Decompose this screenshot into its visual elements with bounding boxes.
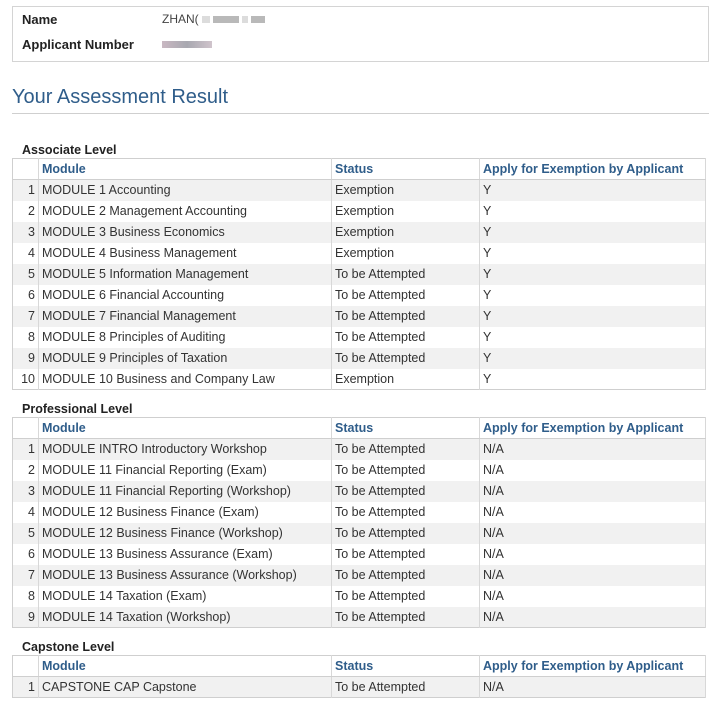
redacted-name-part xyxy=(242,16,248,23)
table-row xyxy=(13,264,706,285)
status-cell: Exemption xyxy=(332,180,480,201)
module-cell: MODULE 13 Business Assurance (Workshop) xyxy=(39,565,332,586)
page-title: Your Assessment Result xyxy=(12,86,229,108)
row-index: 4 xyxy=(13,243,39,264)
module-cell: MODULE 7 Financial Management xyxy=(39,306,332,327)
results-table-associate-level xyxy=(12,158,706,390)
status-cell: To be Attempted xyxy=(332,348,480,369)
table-row xyxy=(13,222,706,243)
status-cell: To be Attempted xyxy=(332,460,480,481)
apply-exemption-cell: Y xyxy=(480,243,706,264)
table-row xyxy=(13,544,706,565)
table-row xyxy=(13,677,706,698)
section-title: Capstone Level xyxy=(22,640,115,654)
status-cell: To be Attempted xyxy=(332,439,480,460)
row-index: 9 xyxy=(13,348,39,369)
status-cell: To be Attempted xyxy=(332,306,480,327)
header-index xyxy=(13,159,39,180)
header-module: Module xyxy=(39,656,332,677)
row-index: 8 xyxy=(13,586,39,607)
section-title: Associate Level xyxy=(22,143,117,157)
header-module: Module xyxy=(39,159,332,180)
redacted-name-part xyxy=(213,16,239,23)
row-index: 1 xyxy=(13,677,39,698)
applicant-number-label: Applicant Number xyxy=(22,36,134,52)
header-index xyxy=(13,656,39,677)
row-index: 5 xyxy=(13,523,39,544)
apply-exemption-cell: Y xyxy=(480,285,706,306)
status-cell: To be Attempted xyxy=(332,607,480,628)
row-index: 3 xyxy=(13,222,39,243)
table-row xyxy=(13,523,706,544)
name-label: Name xyxy=(22,11,58,27)
module-cell: MODULE 14 Taxation (Workshop) xyxy=(39,607,332,628)
table-row xyxy=(13,327,706,348)
row-index: 9 xyxy=(13,607,39,628)
table-row xyxy=(13,565,706,586)
apply-exemption-cell: Y xyxy=(480,180,706,201)
section-title: Professional Level xyxy=(22,402,133,416)
module-cell: MODULE 9 Principles of Taxation xyxy=(39,348,332,369)
applicant-number-row xyxy=(22,35,212,53)
module-cell: MODULE 5 Information Management xyxy=(39,264,332,285)
header-status: Status xyxy=(332,159,480,180)
results-table-capstone-level xyxy=(12,655,706,698)
row-index: 2 xyxy=(13,460,39,481)
table-row xyxy=(13,348,706,369)
module-cell: MODULE 13 Business Assurance (Exam) xyxy=(39,544,332,565)
module-cell: MODULE INTRO Introductory Workshop xyxy=(39,439,332,460)
module-cell: MODULE 8 Principles of Auditing xyxy=(39,327,332,348)
apply-exemption-cell: N/A xyxy=(480,607,706,628)
apply-exemption-cell: N/A xyxy=(480,523,706,544)
header-apply-exemption: Apply for Exemption by Applicant xyxy=(480,159,706,180)
apply-exemption-cell: N/A xyxy=(480,439,706,460)
redacted-name-part xyxy=(202,16,210,23)
table-row xyxy=(13,607,706,628)
row-index: 3 xyxy=(13,481,39,502)
header-module: Module xyxy=(39,418,332,439)
module-cell: MODULE 14 Taxation (Exam) xyxy=(39,586,332,607)
row-index: 7 xyxy=(13,306,39,327)
status-cell: To be Attempted xyxy=(332,264,480,285)
name-value-text: ZHAN( xyxy=(162,12,199,26)
row-index: 8 xyxy=(13,327,39,348)
table-row xyxy=(13,201,706,222)
name-value xyxy=(162,12,265,26)
module-cell: CAPSTONE CAP Capstone xyxy=(39,677,332,698)
header-status: Status xyxy=(332,656,480,677)
table-row xyxy=(13,180,706,201)
status-cell: To be Attempted xyxy=(332,481,480,502)
section-capstone-level xyxy=(12,639,705,698)
status-cell: To be Attempted xyxy=(332,586,480,607)
applicant-info-box xyxy=(12,6,709,62)
status-cell: To be Attempted xyxy=(332,677,480,698)
apply-exemption-cell: N/A xyxy=(480,586,706,607)
table-row xyxy=(13,369,706,390)
table-row xyxy=(13,243,706,264)
apply-exemption-cell: Y xyxy=(480,222,706,243)
section-professional-level xyxy=(12,401,705,628)
row-index: 4 xyxy=(13,502,39,523)
status-cell: Exemption xyxy=(332,369,480,390)
header-index xyxy=(13,418,39,439)
row-index: 6 xyxy=(13,544,39,565)
module-cell: MODULE 12 Business Finance (Exam) xyxy=(39,502,332,523)
module-cell: MODULE 3 Business Economics xyxy=(39,222,332,243)
header-apply-exemption: Apply for Exemption by Applicant xyxy=(480,656,706,677)
apply-exemption-cell: N/A xyxy=(480,481,706,502)
apply-exemption-cell: N/A xyxy=(480,677,706,698)
redacted-applicant-number xyxy=(162,41,212,48)
row-index: 6 xyxy=(13,285,39,306)
status-cell: To be Attempted xyxy=(332,502,480,523)
status-cell: To be Attempted xyxy=(332,327,480,348)
table-row xyxy=(13,460,706,481)
status-cell: Exemption xyxy=(332,243,480,264)
module-cell: MODULE 2 Management Accounting xyxy=(39,201,332,222)
status-cell: Exemption xyxy=(332,222,480,243)
table-row xyxy=(13,586,706,607)
module-cell: MODULE 12 Business Finance (Workshop) xyxy=(39,523,332,544)
table-header-row xyxy=(13,656,706,677)
module-cell: MODULE 11 Financial Reporting (Workshop) xyxy=(39,481,332,502)
row-index: 2 xyxy=(13,201,39,222)
module-cell: MODULE 10 Business and Company Law xyxy=(39,369,332,390)
apply-exemption-cell: Y xyxy=(480,369,706,390)
title-divider xyxy=(12,113,709,114)
header-apply-exemption: Apply for Exemption by Applicant xyxy=(480,418,706,439)
status-cell: Exemption xyxy=(332,201,480,222)
apply-exemption-cell: Y xyxy=(480,306,706,327)
table-row xyxy=(13,481,706,502)
module-cell: MODULE 1 Accounting xyxy=(39,180,332,201)
apply-exemption-cell: N/A xyxy=(480,460,706,481)
apply-exemption-cell: N/A xyxy=(480,565,706,586)
row-index: 10 xyxy=(13,369,39,390)
applicant-number-value xyxy=(162,41,212,48)
applicant-name-row xyxy=(22,10,265,28)
apply-exemption-cell: Y xyxy=(480,201,706,222)
section-associate-level xyxy=(12,142,705,390)
row-index: 7 xyxy=(13,565,39,586)
apply-exemption-cell: N/A xyxy=(480,544,706,565)
row-index: 1 xyxy=(13,180,39,201)
row-index: 1 xyxy=(13,439,39,460)
module-cell: MODULE 4 Business Management xyxy=(39,243,332,264)
table-header-row xyxy=(13,418,706,439)
status-cell: To be Attempted xyxy=(332,544,480,565)
table-row xyxy=(13,502,706,523)
module-cell: MODULE 11 Financial Reporting (Exam) xyxy=(39,460,332,481)
apply-exemption-cell: N/A xyxy=(480,502,706,523)
apply-exemption-cell: Y xyxy=(480,264,706,285)
module-cell: MODULE 6 Financial Accounting xyxy=(39,285,332,306)
status-cell: To be Attempted xyxy=(332,565,480,586)
status-cell: To be Attempted xyxy=(332,285,480,306)
table-row xyxy=(13,306,706,327)
table-row xyxy=(13,285,706,306)
apply-exemption-cell: Y xyxy=(480,348,706,369)
row-index: 5 xyxy=(13,264,39,285)
apply-exemption-cell: Y xyxy=(480,327,706,348)
table-header-row xyxy=(13,159,706,180)
header-status: Status xyxy=(332,418,480,439)
status-cell: To be Attempted xyxy=(332,523,480,544)
redacted-name-part xyxy=(251,16,265,23)
results-table-professional-level xyxy=(12,417,706,628)
table-row xyxy=(13,439,706,460)
